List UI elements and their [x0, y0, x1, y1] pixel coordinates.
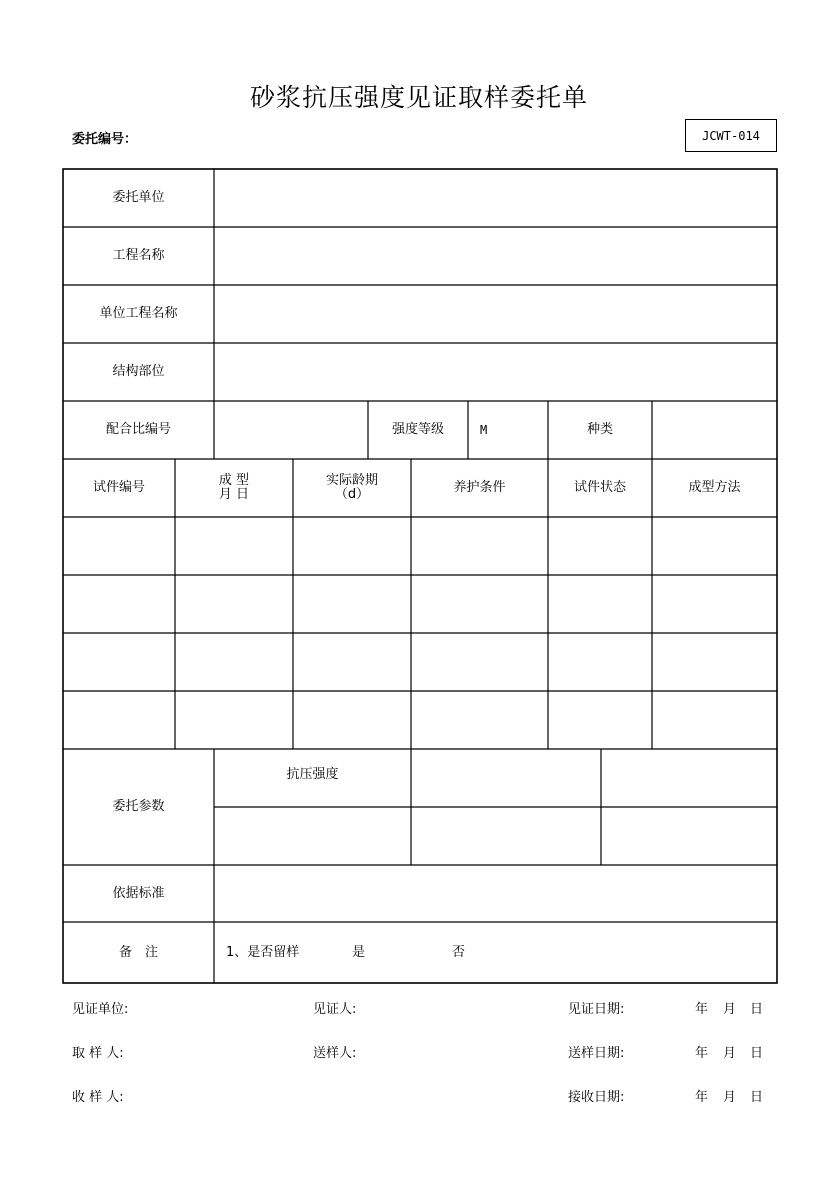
kind-label: 种类: [586, 422, 613, 438]
sampler-label: 取 样 人:: [72, 1046, 124, 1061]
sender-label: 送样人:: [313, 1046, 357, 1061]
molding-date-line1: 成 型: [218, 473, 250, 489]
witness-date-year: 年: [695, 1002, 709, 1017]
receiver-label: 收 样 人:: [72, 1090, 124, 1105]
witness-date-month: 月: [723, 1002, 737, 1017]
send-date-month: 月: [723, 1046, 737, 1061]
specimen-state-header: 试件状态: [573, 480, 626, 496]
molding-date-header: [175, 459, 293, 517]
unit-project-name-label: 单位工程名称: [99, 306, 178, 322]
client-unit-label: 委托单位: [112, 190, 165, 206]
strength-grade-label: 强度等级: [391, 422, 444, 438]
client-unit-field[interactable]: [214, 169, 777, 227]
receive-date-year: 年: [695, 1090, 709, 1105]
actual-age-line1: 实际龄期: [325, 473, 378, 489]
receive-date-day: 日: [750, 1090, 764, 1105]
commission-number-label: 委托编号：: [72, 132, 138, 147]
witness-unit-label: 见证单位:: [72, 1002, 129, 1017]
witness-date-day: 日: [750, 1002, 764, 1017]
form-code-box: JCWT-014: [685, 119, 777, 152]
mix-number-label: 配合比编号: [105, 422, 171, 438]
receive-date-label: 接收日期:: [568, 1090, 625, 1105]
witness-label: 见证人:: [313, 1002, 357, 1017]
standard-field[interactable]: [214, 865, 777, 922]
mix-number-field[interactable]: [214, 401, 368, 459]
receive-date-month: 月: [723, 1090, 737, 1105]
witness-date-label: 见证日期:: [568, 1002, 625, 1017]
compressive-strength-label: 抗压强度: [286, 767, 339, 783]
kind-field[interactable]: [652, 401, 777, 459]
actual-age-header: [293, 459, 411, 517]
project-name-field[interactable]: [214, 227, 777, 285]
retention-yes-option[interactable]: 是: [352, 944, 366, 960]
molding-method-header: 成型方法: [688, 480, 741, 496]
send-date-day: 日: [750, 1046, 764, 1061]
form-title: 砂浆抗压强度见证取样委托单: [249, 83, 588, 112]
structure-part-label: 结构部位: [112, 364, 165, 380]
standard-label: 依据标准: [112, 885, 165, 901]
sample-retention-question: 1、是否留样: [226, 944, 300, 960]
send-date-label: 送样日期:: [568, 1046, 625, 1061]
specimen-id-header: 试件编号: [92, 480, 145, 496]
actual-age-line2: （d）: [334, 487, 370, 502]
curing-condition-header: 养护条件: [453, 480, 506, 496]
strength-grade-prefix: M: [480, 422, 488, 437]
retention-no-option[interactable]: 否: [452, 944, 466, 960]
compressive-strength-field[interactable]: [411, 749, 601, 807]
remarks-label: 备 注: [118, 944, 158, 960]
commission-params-label: 委托参数: [112, 799, 165, 815]
molding-date-line2: 月 日: [218, 487, 250, 502]
structure-part-field[interactable]: [214, 343, 777, 401]
unit-project-name-field[interactable]: [214, 285, 777, 343]
project-name-label: 工程名称: [112, 248, 165, 264]
send-date-year: 年: [695, 1046, 709, 1061]
